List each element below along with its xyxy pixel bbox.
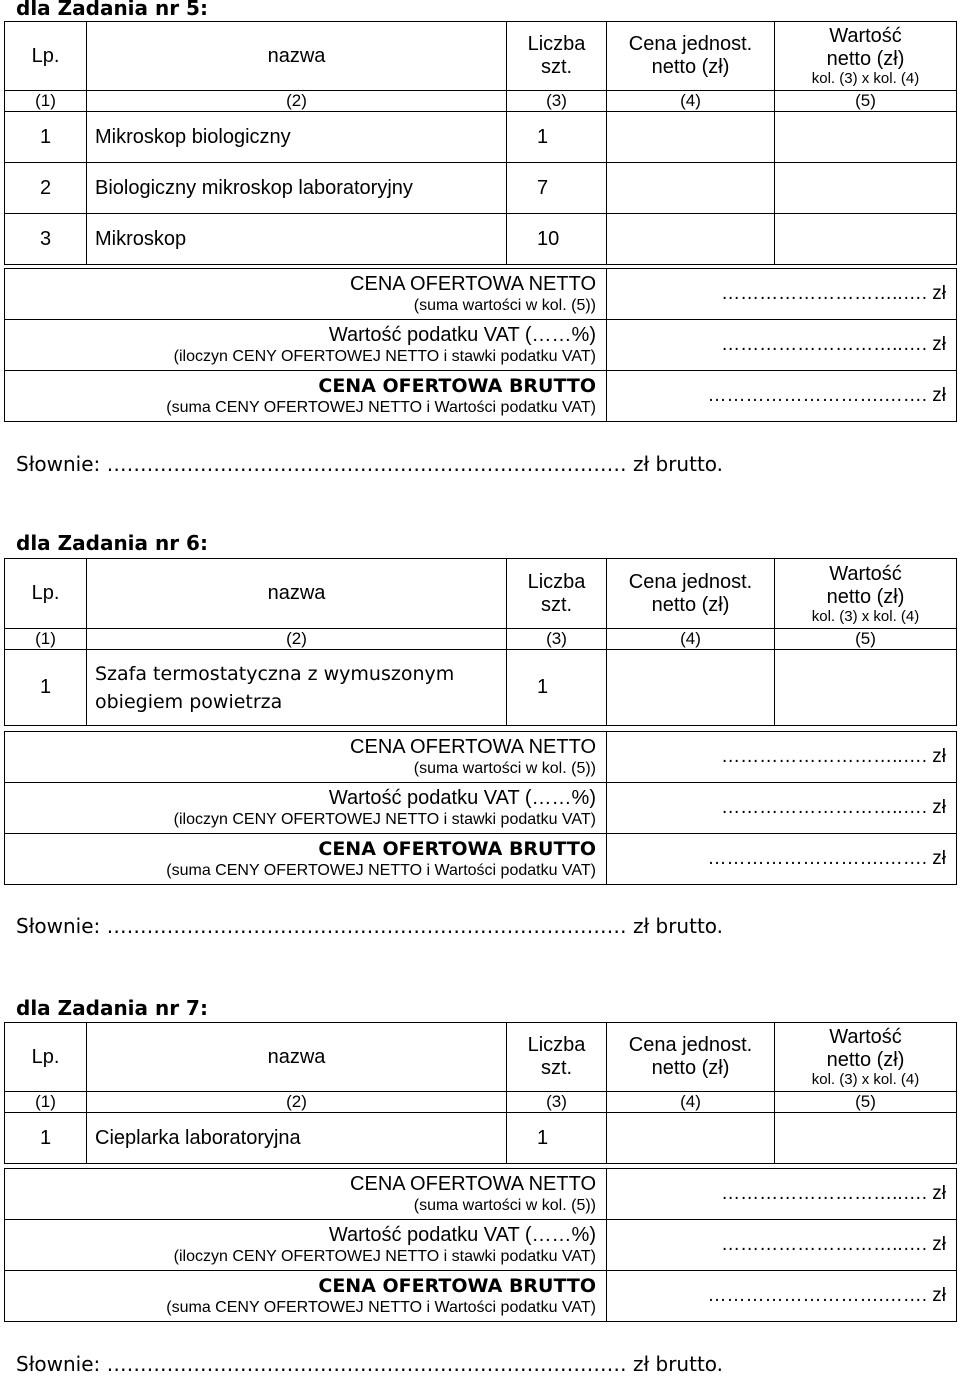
section-heading: dla Zadania nr 6: xyxy=(16,531,208,555)
row-value-cell[interactable] xyxy=(775,650,957,726)
netto-sub: (suma wartości w kol. (5)) xyxy=(413,1197,596,1214)
vat-label-cell xyxy=(5,320,607,371)
slownie-line[interactable]: Słownie: …………………………………………………………………… zł brutto. xyxy=(16,452,724,476)
header-qty xyxy=(507,22,607,91)
header-lp: Lp. xyxy=(5,1023,87,1092)
table-row xyxy=(5,214,957,265)
table-header-row xyxy=(5,1023,957,1092)
header-price xyxy=(607,22,775,91)
col-number: (1) xyxy=(5,629,87,650)
column-number-row xyxy=(5,91,957,112)
netto-sub: (suma wartości w kol. (5)) xyxy=(413,297,596,314)
header-value-line3: kol. (3) x kol. (4) xyxy=(811,70,920,87)
row-value-cell[interactable] xyxy=(775,1113,957,1164)
totals-table xyxy=(4,731,957,885)
header-value-line3: kol. (3) x kol. (4) xyxy=(811,607,920,625)
netto-row xyxy=(5,1169,957,1220)
col-number: (3) xyxy=(507,629,607,650)
brutto-label-cell xyxy=(5,371,607,422)
header-price-line2: netto (zł) xyxy=(651,593,730,616)
vat-label: Wartość podatku VAT (……%) xyxy=(328,787,596,809)
table-row xyxy=(5,163,957,214)
row-price-cell[interactable] xyxy=(607,214,775,265)
row-name-line2: obiegiem powietrza xyxy=(95,690,283,713)
netto-row xyxy=(5,269,957,320)
netto-label-cell xyxy=(5,1169,607,1220)
col-number: (4) xyxy=(607,1092,775,1113)
brutto-label-cell xyxy=(5,1271,607,1322)
netto-value[interactable]: ………………………..…. zł xyxy=(607,1169,957,1220)
row-value-cell[interactable] xyxy=(775,214,957,265)
header-value-line1: Wartość xyxy=(829,25,902,47)
netto-value[interactable]: ………………………..…. zł xyxy=(607,732,957,783)
row-qty: 1 xyxy=(507,650,607,726)
table-row xyxy=(5,1113,957,1164)
header-qty xyxy=(507,559,607,629)
col-number: (3) xyxy=(507,91,607,112)
netto-sub: (suma wartości w kol. (5)) xyxy=(413,760,596,777)
brutto-sub: (suma CENY OFERTOWEJ NETTO i Wartości podatku VAT) xyxy=(166,862,596,879)
slownie-line[interactable]: Słownie: …………………………………………………………………… zł brutto. xyxy=(16,914,724,938)
col-number: (2) xyxy=(87,91,507,112)
header-name: nazwa xyxy=(87,559,507,629)
brutto-row xyxy=(5,834,957,885)
vat-row xyxy=(5,320,957,371)
table-row xyxy=(5,112,957,163)
brutto-value[interactable]: ……………………….……. zł xyxy=(607,1271,957,1322)
header-price-line2: netto (zł) xyxy=(651,56,730,78)
vat-label-cell xyxy=(5,783,607,834)
row-qty: 7 xyxy=(507,163,607,214)
items-table xyxy=(4,21,957,265)
header-name: nazwa xyxy=(87,22,507,91)
brutto-label: CENA OFERTOWA BRUTTO xyxy=(318,375,596,397)
netto-label: CENA OFERTOWA NETTO xyxy=(350,273,596,295)
row-price-cell[interactable] xyxy=(607,650,775,726)
vat-value[interactable]: ………………………..…. zł xyxy=(607,783,957,834)
brutto-sub: (suma CENY OFERTOWEJ NETTO i Wartości podatku VAT) xyxy=(166,1299,596,1316)
vat-label: Wartość podatku VAT (……%) xyxy=(328,324,596,346)
header-value-line1: Wartość xyxy=(829,562,902,585)
header-value-line2: netto (zł) xyxy=(826,48,905,70)
vat-value[interactable]: ………………………..…. zł xyxy=(607,320,957,371)
row-price-cell[interactable] xyxy=(607,163,775,214)
netto-label-cell xyxy=(5,732,607,783)
netto-value[interactable]: ………………………..…. zł xyxy=(607,269,957,320)
brutto-row xyxy=(5,371,957,422)
vat-value[interactable]: ………………………..…. zł xyxy=(607,1220,957,1271)
column-number-row xyxy=(5,629,957,650)
col-number: (1) xyxy=(5,1092,87,1113)
row-name: Mikroskop biologiczny xyxy=(87,112,507,163)
brutto-label-cell xyxy=(5,834,607,885)
column-number-row xyxy=(5,1092,957,1113)
table-header-row xyxy=(5,559,957,629)
vat-sub: (iloczyn CENY OFERTOWEJ NETTO i stawki podatku VAT) xyxy=(173,1248,596,1265)
header-price-line1: Cena jednost. xyxy=(628,1034,753,1056)
header-qty-line1: Liczba xyxy=(527,570,586,593)
row-name: Biologiczny mikroskop laboratoryjny xyxy=(87,163,507,214)
row-price-cell[interactable] xyxy=(607,1113,775,1164)
header-value-line1: Wartość xyxy=(829,1026,902,1048)
row-name xyxy=(87,650,507,726)
col-number: (5) xyxy=(775,629,957,650)
row-lp: 1 xyxy=(5,1113,87,1164)
col-number: (5) xyxy=(775,91,957,112)
row-name: Mikroskop xyxy=(87,214,507,265)
header-price xyxy=(607,1023,775,1092)
brutto-value[interactable]: ……………………….……. zł xyxy=(607,834,957,885)
vat-label: Wartość podatku VAT (……%) xyxy=(328,1224,596,1246)
header-qty-line2: szt. xyxy=(540,593,573,616)
section-heading: dla Zadania nr 5: xyxy=(16,0,208,20)
header-qty-line1: Liczba xyxy=(527,1034,586,1056)
vat-sub: (iloczyn CENY OFERTOWEJ NETTO i stawki podatku VAT) xyxy=(173,811,596,828)
header-lp: Lp. xyxy=(5,559,87,629)
row-lp: 1 xyxy=(5,650,87,726)
row-name: Cieplarka laboratoryjna xyxy=(87,1113,507,1164)
row-price-cell[interactable] xyxy=(607,112,775,163)
header-qty-line2: szt. xyxy=(540,56,573,78)
vat-row xyxy=(5,783,957,834)
vat-sub: (iloczyn CENY OFERTOWEJ NETTO i stawki podatku VAT) xyxy=(173,348,596,365)
col-number: (3) xyxy=(507,1092,607,1113)
netto-row xyxy=(5,732,957,783)
header-qty xyxy=(507,1023,607,1092)
col-number: (4) xyxy=(607,629,775,650)
brutto-row xyxy=(5,1271,957,1322)
row-qty: 1 xyxy=(507,1113,607,1164)
header-qty-line1: Liczba xyxy=(527,33,586,55)
col-number: (2) xyxy=(87,1092,507,1113)
header-value xyxy=(775,559,957,629)
table-header-row xyxy=(5,22,957,91)
row-value-cell[interactable] xyxy=(775,112,957,163)
header-price xyxy=(607,559,775,629)
col-number: (2) xyxy=(87,629,507,650)
table-row xyxy=(5,650,957,726)
brutto-value[interactable]: ……………………….……. zł xyxy=(607,371,957,422)
row-name-line1: Szafa termostatyczna z wymuszonym xyxy=(95,662,455,685)
header-value-line3: kol. (3) x kol. (4) xyxy=(811,1071,920,1088)
row-qty: 1 xyxy=(507,112,607,163)
header-value xyxy=(775,22,957,91)
netto-label: CENA OFERTOWA NETTO xyxy=(350,1173,596,1195)
section-heading: dla Zadania nr 7: xyxy=(16,996,208,1020)
netto-label-cell xyxy=(5,269,607,320)
totals-table xyxy=(4,268,957,422)
header-value-line2: netto (zł) xyxy=(826,585,905,608)
header-lp: Lp. xyxy=(5,22,87,91)
totals-table xyxy=(4,1168,957,1322)
brutto-sub: (suma CENY OFERTOWEJ NETTO i Wartości podatku VAT) xyxy=(166,399,596,416)
row-lp: 2 xyxy=(5,163,87,214)
brutto-label: CENA OFERTOWA BRUTTO xyxy=(318,838,596,860)
header-price-line2: netto (zł) xyxy=(651,1057,730,1079)
header-price-line1: Cena jednost. xyxy=(628,33,753,55)
items-table xyxy=(4,1022,957,1164)
vat-row xyxy=(5,1220,957,1271)
col-number: (5) xyxy=(775,1092,957,1113)
slownie-line[interactable]: Słownie: …………………………………………………………………… zł brutto. xyxy=(16,1352,724,1376)
header-price-line1: Cena jednost. xyxy=(628,570,753,593)
row-qty: 10 xyxy=(507,214,607,265)
brutto-label: CENA OFERTOWA BRUTTO xyxy=(318,1275,596,1297)
col-number: (1) xyxy=(5,91,87,112)
row-lp: 3 xyxy=(5,214,87,265)
vat-label-cell xyxy=(5,1220,607,1271)
row-lp: 1 xyxy=(5,112,87,163)
header-value-line2: netto (zł) xyxy=(826,1049,905,1071)
col-number: (4) xyxy=(607,91,775,112)
netto-label: CENA OFERTOWA NETTO xyxy=(350,736,596,758)
header-value xyxy=(775,1023,957,1092)
header-qty-line2: szt. xyxy=(540,1057,573,1079)
row-value-cell[interactable] xyxy=(775,163,957,214)
header-name: nazwa xyxy=(87,1023,507,1092)
items-table xyxy=(4,558,957,726)
